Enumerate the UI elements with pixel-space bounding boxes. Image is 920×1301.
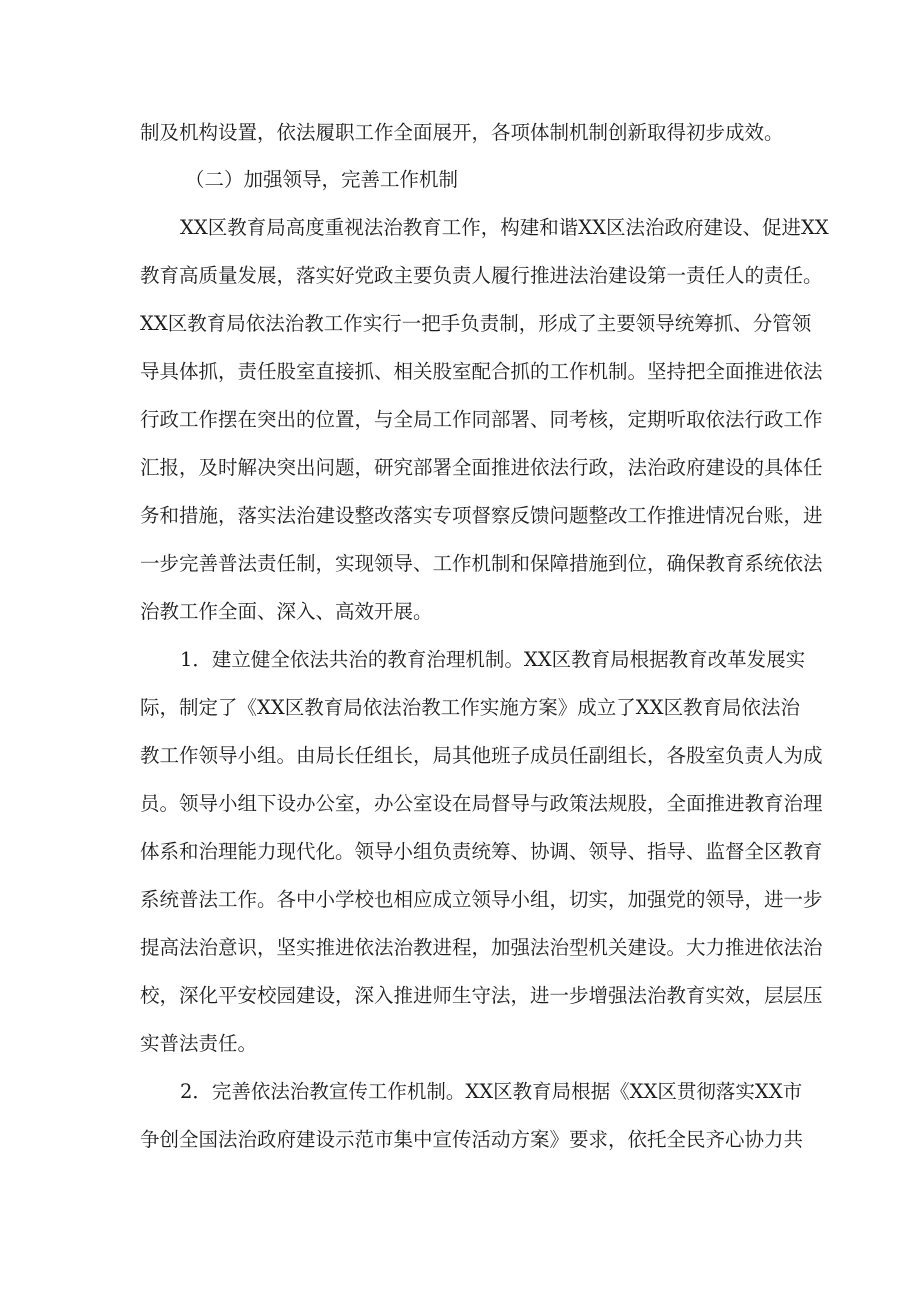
paragraph-line: 制及机构设置，依法履职工作全面展开，各项体制机制创新取得初步成效。 <box>140 121 784 144</box>
paragraph-line: 系统普法工作。各中小学校也相应成立领导小组，切实，加强党的领导，进一步 <box>140 888 823 911</box>
paragraph-line: 体系和治理能力现代化。领导小组负责统筹、协调、领导、指导、监督全区教育 <box>140 840 823 863</box>
paragraph-line: 2．完善依法治教宣传工作机制。XX区教育局根据《XX区贯彻落实XX市 <box>180 1080 803 1103</box>
paragraph-line: 教工作领导小组。由局长任组长，局其他班子成员任副组长，各股室负责人为成 <box>140 744 823 767</box>
paragraph-line: XX区教育局依法治教工作实行一把手负责制，形成了主要领导统筹抓、分管领 <box>140 312 812 335</box>
paragraph-line: 一步完善普法责任制，实现领导、工作机制和保障措施到位，确保教育系统依法 <box>140 552 823 575</box>
section-heading: （二）加强领导，完善工作机制 <box>185 168 459 191</box>
paragraph-line: XX区教育局高度重视法治教育工作，构建和谐XX区法治政府建设、促进XX <box>180 216 829 239</box>
paragraph-line: 行政工作摆在突出的位置，与全局工作同部署、同考核，定期听取依法行政工作 <box>140 408 823 431</box>
paragraph-line: 务和措施，落实法治建设整改落实专项督察反馈问题整改工作推进情况台账，进 <box>140 504 823 527</box>
paragraph-line: 导具体抓，责任股室直接抓、相关股室配合抓的工作机制。坚持把全面推进依法 <box>140 360 823 383</box>
paragraph-line: 际，制定了《XX区教育局依法治教工作实施方案》成立了XX区教育局依法治 <box>140 696 801 719</box>
paragraph-line: 汇报，及时解决突出问题，研究部署全面推进依法行政，法治政府建设的具体任 <box>140 456 823 479</box>
paragraph-line: 争创全国法治政府建设示范市集中宣传活动方案》要求，依托全民齐心协力共 <box>140 1128 804 1151</box>
paragraph-line: 提高法治意识，坚实推进依法治教进程，加强法治型机关建设。大力推进依法治 <box>140 936 823 959</box>
paragraph-line: 治教工作全面、深入、高效开展。 <box>140 600 433 623</box>
paragraph-line: 1．建立健全依法共治的教育治理机制。XX区教育局根据教育改革发展实 <box>180 648 806 671</box>
paragraph-line: 教育高质量发展，落实好党政主要负责人履行推进法治建设第一责任人的责任。 <box>140 264 823 287</box>
paragraph-line: 员。领导小组下设办公室，办公室设在局督导与政策法规股，全面推进教育治理 <box>140 792 823 815</box>
paragraph-line: 实普法责任。 <box>140 1032 258 1055</box>
paragraph-line: 校，深化平安校园建设，深入推进师生守法，进一步增强法治教育实效，层层压 <box>140 984 823 1007</box>
